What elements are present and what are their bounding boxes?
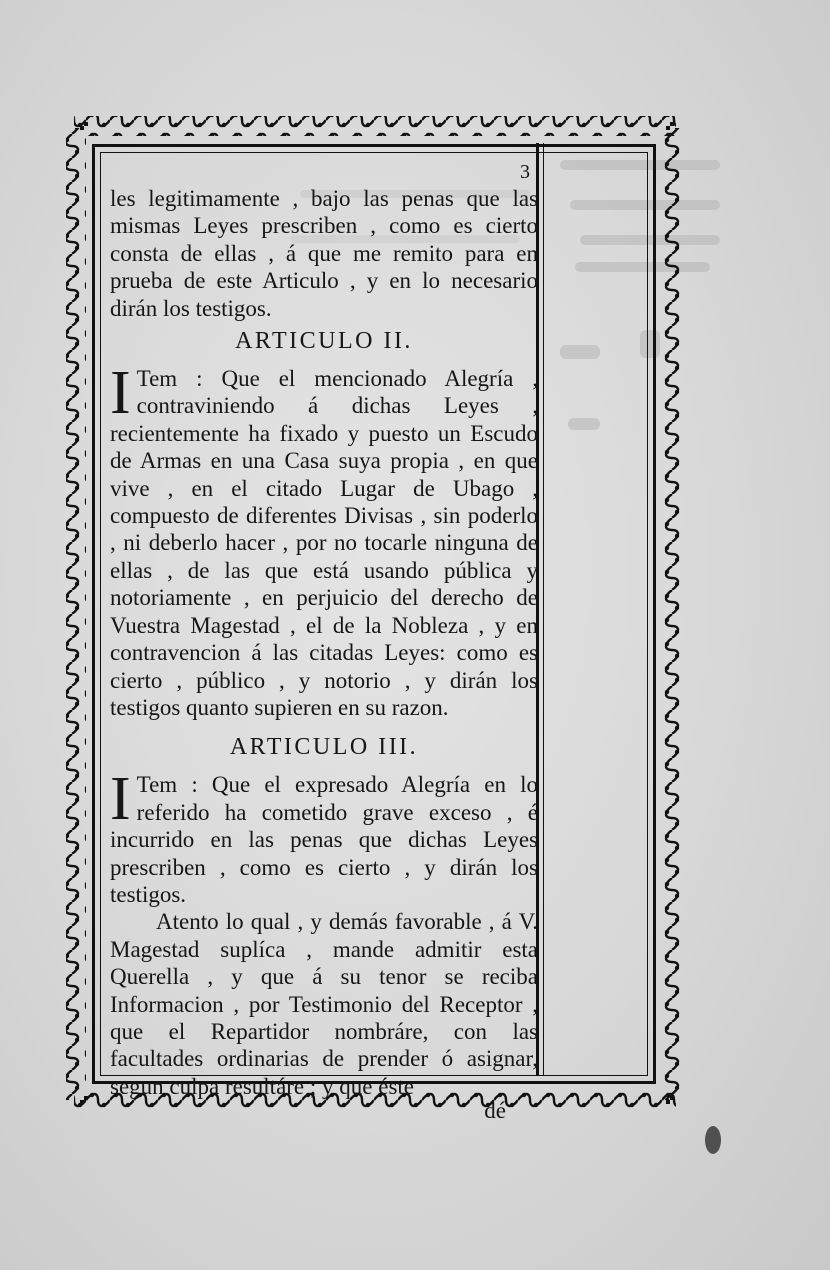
article-iii-text: Tem : Que el expresado Alegría en lo referido ha cometido grave exceso , é incurrido en las penas que dichas Leyes prescriben , como es cierto , y dirán los testigos.	[110, 772, 538, 907]
article-iii-heading: ARTICULO III.	[229, 734, 419, 761]
article-ii-heading: ARTICULO II.	[235, 328, 413, 355]
page-number: 3	[520, 161, 530, 183]
article-ii-dropcap: I	[110, 359, 131, 428]
article-iii-dropcap: I	[110, 765, 131, 834]
text-column	[110, 185, 538, 1124]
paragraph-continuation: les legitimamente , bajo las penas que las mismas Leyes prescriben , como es cierto consta de ellas , á que me remito para en prueba de este Articulo , y en lo necesario dirán los testigos.	[110, 186, 538, 321]
article-iii-body	[110, 765, 538, 908]
catchword: dé	[484, 1098, 506, 1124]
article-ii-text: Tem : Que el mencionado Alegría , contraviniendo á dichas Leyes , recientemente ha fixado y puesto un Escudo de Armas en una Casa suya propia , en que vive , en el citado Lugar de Ubago , compuesto de diferentes Divisas , sin poderlo , ni deberlo hacer , por no tocarle ninguna de ellas , de las que está usando pública y notoriamente , en perjuicio del derecho de Vuestra Magestad , el de la Nobleza , y en contravencion á las citadas Leyes: como es cierto , público , y notorio , y dirán los testigos quanto supieren en su razon.	[110, 366, 538, 720]
closing-paragraph: Atento lo qual , y demás favorable , á V. Magestad suplíca , mande admitir esta Querella , y que á su tenor se reciba Informacion , por Testimonio del Receptor , que el Repartidor nombráre, con las facultades ordinarias de prender ó asignar, segun culpa resultáre ; y que éste	[110, 909, 538, 1099]
article-ii-body	[110, 359, 538, 721]
